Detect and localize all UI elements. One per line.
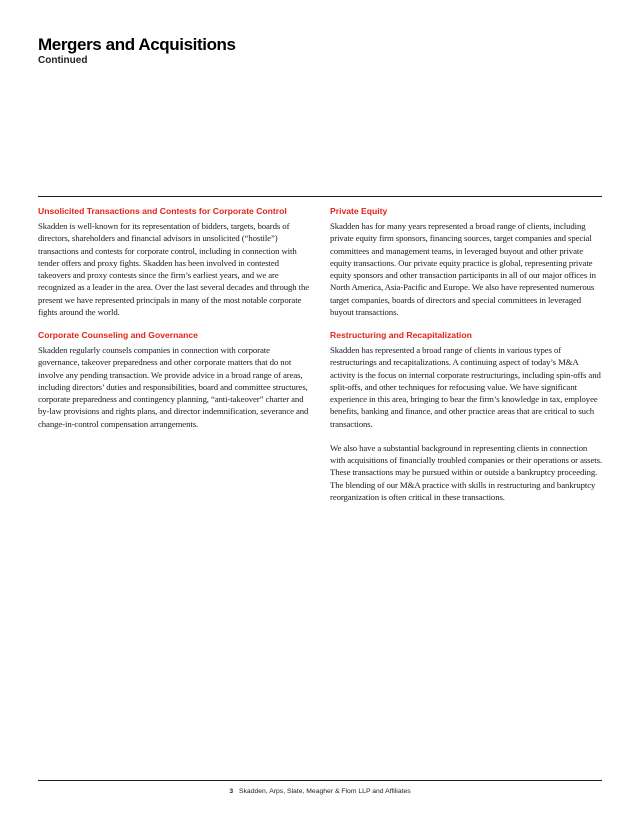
footer-firm-name: Skadden, Arps, Slate, Meagher & Flom LLP and Affiliates xyxy=(239,788,411,795)
section-paragraph: Skadden is well-known for its representation of bidders, targets, boards of directors, shareholders and financial advisors in unsolicited (“hostile”) transactions and contests for corporate control, including in connection with tender offers and proxy fights. Skadden has been involved in contested takeovers and proxy contests since the firm’s earliest years, and we are recognized as a leader in the area. Over the last several decades and through the present we have represented principals in many of the most notable corporate fights around the world. xyxy=(38,221,310,317)
right-column xyxy=(330,206,603,515)
left-column xyxy=(38,206,311,442)
page-number: 3 xyxy=(229,788,234,795)
page-title: Mergers and Acquisitions xyxy=(38,35,236,54)
page-header xyxy=(38,35,236,67)
section-heading: Unsolicited Transactions and Contests for Corporate Control xyxy=(38,206,287,216)
page-subtitle: Continued xyxy=(38,55,88,66)
section-private-equity xyxy=(330,206,603,318)
page-footer xyxy=(0,788,640,795)
section-restructuring xyxy=(330,330,603,503)
section-unsolicited-transactions xyxy=(38,206,311,318)
top-divider xyxy=(38,196,602,197)
section-heading: Private Equity xyxy=(330,206,388,216)
section-corporate-counseling xyxy=(38,330,311,430)
section-paragraph: Skadden has represented a broad range of clients in various types of restructurings and recapitalizations. A continuing aspect of today’s M&A activity is the focus on internal corporate restructurings, including spin-offs and split-offs, and other techniques for refocusing value. We have significant experience in this area, bringing to bear the firm’s knowledge in tax, employee benefits, banking and finance, and other practice areas that are critical to such transactions. xyxy=(330,345,601,429)
section-heading: Corporate Counseling and Governance xyxy=(38,330,198,340)
section-heading: Restructuring and Recapitalization xyxy=(330,330,472,340)
bottom-divider xyxy=(38,780,602,781)
section-paragraph: Skadden has for many years represented a broad range of clients, including private equity firm sponsors, financing sources, target companies and special committees and management teams, in leveraged buyout and other private equity transactions. Our private equity practice is global, representing private equity sponsors and other transaction participants in all of our major offices in North America, Asia-Pacific and Europe. We also have represented numerous target companies, boards of directors and special committees in leveraged buyout transactions. xyxy=(330,221,596,317)
section-paragraph: We also have a substantial background in representing clients in connection with acquisitions of financially troubled companies or their operations or assets. These transactions may be pursued within or outside a bankruptcy proceeding. The blending of our M&A practice with skills in restructuring and bankruptcy reorganization is often critical in these transactions. xyxy=(330,442,602,502)
section-paragraph: Skadden regularly counsels companies in connection with corporate governance, takeover preparedness and other corporate matters that do not involve any pending transaction. We provide advice in a broad range of areas, including directors’ duties and responsibilities, board and committee structures, corporate preparedness and contingency planning, “anti-takeover” charter and by-law provisions and rights plans, and director indemnification, severance and change-in-control compensation arrangements. xyxy=(38,345,309,429)
